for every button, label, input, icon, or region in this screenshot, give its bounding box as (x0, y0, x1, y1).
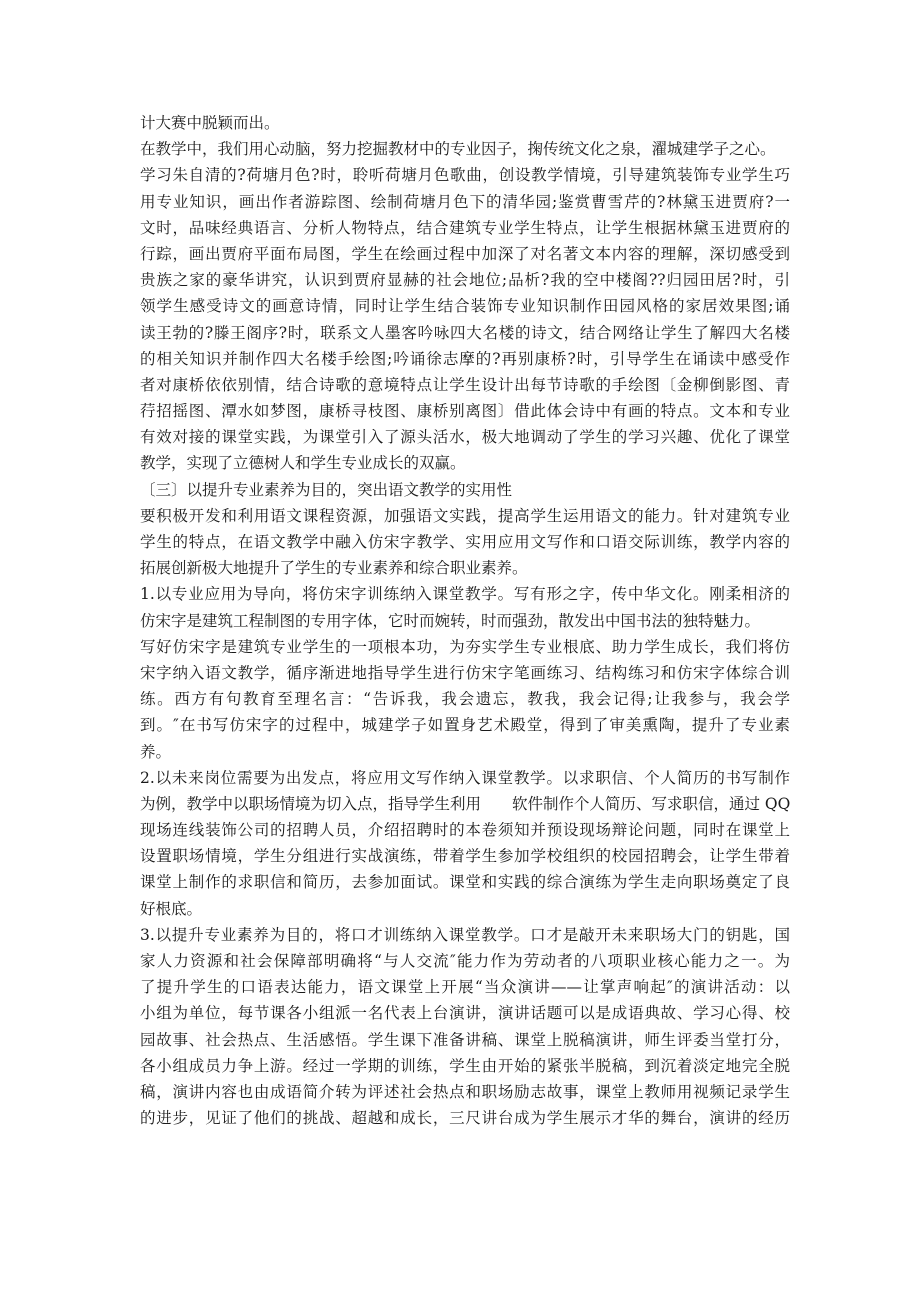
text-line: 3.以提升专业素养为目的，将口才训练纳入课堂教学。口才是敲开未来职场大门的钥匙，国 (140, 925, 790, 944)
text-line: 了提升学生的口语表达能力，语文课堂上开展“当众演讲——让掌声响起″的演讲活动：以 (140, 978, 790, 997)
text-line: 荇招摇图、潭水如梦图，康桥寻枝图、康桥别离图〕借此体会诗中有画的特点。文本和专业 (140, 402, 790, 421)
text-line: 写好仿宋字是建筑专业学生的一项根本功，为夯实学生专业根底、助力学生成长，我们将仿 (140, 637, 790, 656)
text-line: 设置职场情境，学生分组进行实战演练，带着学生参加学校组织的校园招聘会，让学生带着 (140, 847, 790, 866)
text-line: 学生的特点，在语文教学中融入仿宋字教学、实用应用文写作和口语交际训练，教学内容的 (140, 533, 790, 551)
text-line: 学习朱自清的?荷塘月色?时，聆听荷塘月色歌曲，创设教学情境，引导建筑装饰专业学生巧 (140, 166, 790, 185)
text-line: 的进步，见证了他们的挑战、超越和成长，三尺讲台成为学生展示才华的舞台，演讲的经历 (140, 1109, 790, 1128)
text-line: 家人力资源和社会保障部明确将“与人交流″能力作为劳动者的八项职业核心能力之一。为 (140, 952, 790, 970)
text-line: 2.以未来岗位需要为出发点，将应用文写作纳入课堂教学。以求职信、个人简历的书写制作 (140, 768, 790, 787)
text-line: 稿，演讲内容也由成语简介转为评述社会热点和职场励志故事，课堂上教师用视频记录学生 (140, 1082, 790, 1101)
text-line: 在教学中，我们用心动脑，努力挖掘教材中的专业因子，掬传统文化之泉，濯城建学子之心。 (140, 140, 776, 159)
text-line: 读王勃的?滕王阁序?时，联系文人墨客吟咏四大名楼的诗文，结合网络让学生了解四大名楼 (140, 323, 790, 342)
text-line: 的相关知识并制作四大名楼手绘图;吟诵徐志摩的?再别康桥?时，引导学生在诵读中感受作 (140, 349, 790, 368)
text-line: 用专业知识，画出作者游踪图、绘制荷塘月色下的清华园;鉴赏曹雪芹的?林黛玉进贾府?一 (140, 192, 790, 211)
text-line: 练。西方有句教育至理名言：“告诉我，我会遗忘，教我，我会记得;让我参与，我会学 (140, 690, 790, 709)
text-line: 有效对接的课堂实践，为课堂引入了源头活水，极大地调动了学生的学习兴趣、优化了课堂 (140, 428, 790, 447)
text-line: 好根底。 (140, 899, 203, 918)
text-line: 各小组成员力争上游。经过一学期的训练，学生由开始的紧张半脱稿，到沉着淡定地完全脱 (140, 1056, 790, 1075)
text-line: 宋字纳入语文教学，循序渐进地指导学生进行仿宋字笔画练习、结构练习和仿宋字体综合训 (140, 663, 790, 682)
document-body (140, 110, 790, 1131)
text-line: 拓展创新极大地提升了学生的专业素养和综合职业素养。 (140, 559, 528, 578)
text-line: 领学生感受诗文的画意诗情，同时让学生结合装饰专业知识制作田园风格的家居效果图;诵 (140, 297, 790, 316)
text-line: 1.以专业应用为导向，将仿宋字训练纳入课堂教学。写有形之字，传中华文化。刚柔相济的 (140, 585, 790, 604)
text-line: 教学，实现了立德树人和学生专业成长的双赢。 (140, 454, 466, 473)
text-line: 养。 (140, 742, 172, 761)
text-line: 计大赛中脱颖而出。 (140, 114, 280, 132)
text-line: 为例，教学中以职场情境为切入点，指导学生利用 软件制作个人简历、写求职信，通过 QQ (140, 794, 791, 813)
text-line: 文时，品味经典语言、分析人物特点，结合建筑专业学生特点，让学生根据林黛玉进贾府的 (140, 218, 790, 237)
text-line: 园故事、社会热点、生活感悟。学生课下准备讲稿、课堂上脱稿演讲，师生评委当堂打分， (140, 1030, 790, 1049)
text-line: 现场连线装饰公司的招聘人员，介绍招聘时的本卷须知并预设现场辩论问题，同时在课堂上 (140, 821, 790, 840)
text-line: 小组为单位，每节课各小组派一名代表上台演讲，演讲话题可以是成语典故、学习心得、校 (140, 1004, 790, 1023)
text-line: 到。″在书写仿宋字的过程中，城建学子如置身艺术殿堂，得到了审美熏陶，提升了专业素 (140, 716, 790, 735)
text-line: 〔三〕以提升专业素养为目的，突出语文教学的实用性 (140, 480, 513, 499)
text-line: 课堂上制作的求职信和简历，去参加面试。课堂和实践的综合演练为学生走向职场奠定了良 (140, 873, 790, 892)
text-line: 行踪，画出贾府平面布局图，学生在绘画过程中加深了对名著文本内容的理解，深切感受到 (140, 244, 790, 263)
text-line: 贵族之家的豪华讲究，认识到贾府显赫的社会地位;品析?我的空中楼阁??归园田居?时，引 (140, 271, 790, 290)
text-line: 者对康桥依依别情，结合诗歌的意境特点让学生设计出每节诗歌的手绘图〔金柳倒影图、青 (140, 375, 790, 394)
text-line: 要积极开发和利用语文课程资源，加强语文实践，提高学生运用语文的能力。针对建筑专业 (140, 506, 790, 525)
text-line: 仿宋字是建筑工程制图的专用字体，它时而婉转，时而强劲，散发出中国书法的独特魅力。 (140, 611, 761, 630)
